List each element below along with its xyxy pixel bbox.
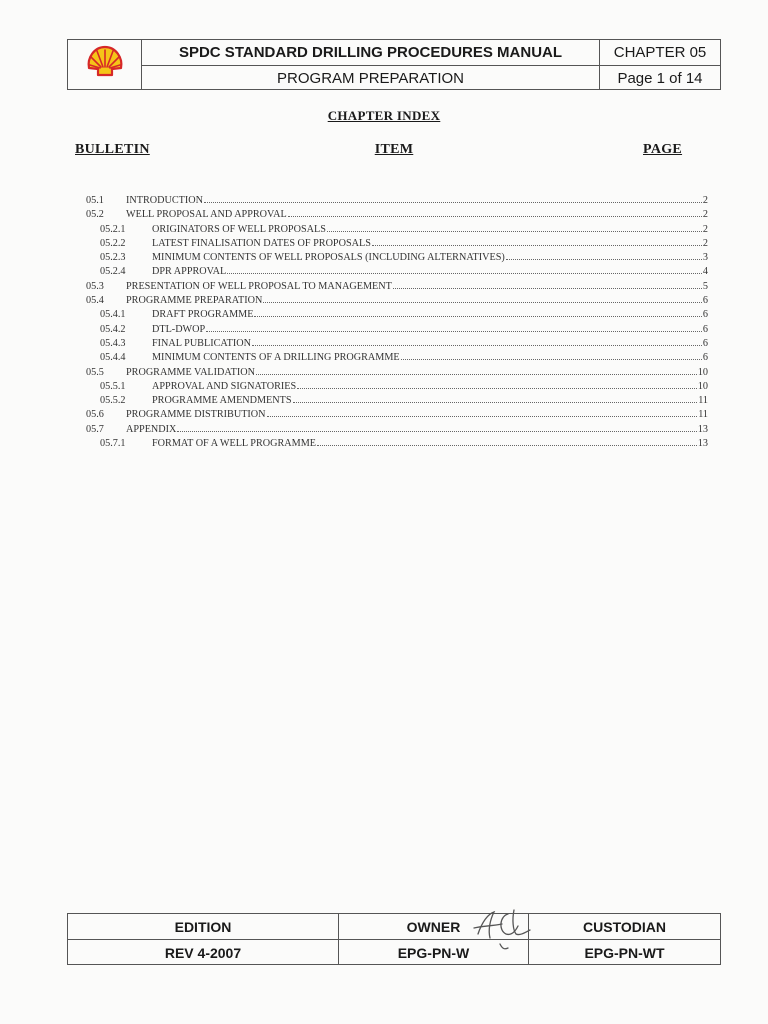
logo-cell <box>68 40 142 90</box>
toc-number: 05.1 <box>86 195 104 206</box>
toc-item-text: MINIMUM CONTENTS OF WELL PROPOSALS (INCLUDING ALTERNATIVES) <box>152 252 505 264</box>
column-header-page: PAGE <box>643 142 683 157</box>
toc-leader-dots <box>206 323 702 332</box>
toc-number: 05.3 <box>86 280 104 292</box>
toc-row <box>86 251 708 265</box>
toc-leader-dots <box>254 308 701 317</box>
toc-item-text: FORMAT OF A WELL PROGRAMME <box>152 438 316 450</box>
toc-number: 05.2.1 <box>100 223 126 235</box>
toc-row <box>86 308 708 322</box>
toc-number: 05.4 <box>86 295 104 307</box>
toc-number: 05.2.2 <box>100 237 126 249</box>
toc-item-text: DRAFT PROGRAMME <box>152 309 254 321</box>
toc-leader-dots <box>227 265 702 274</box>
toc-number: 05.7 <box>86 423 104 435</box>
manual-title: SPDC STANDARD DRILLING PROCEDURES MANUAL <box>142 40 600 66</box>
toc-page-number: 13 <box>697 423 708 435</box>
table-of-contents <box>86 194 708 451</box>
toc-leader-dots <box>372 237 702 246</box>
toc-number: 05.2.3 <box>100 252 126 264</box>
toc-item-text: INTRODUCTION <box>126 195 203 206</box>
chapter-index-title: CHAPTER INDEX <box>327 108 441 123</box>
toc-page-number: 2 <box>702 195 708 206</box>
toc-row <box>86 323 708 337</box>
owner-value: EPG-PN-W <box>339 940 529 965</box>
toc-leader-dots <box>256 366 697 375</box>
toc-row <box>86 351 708 365</box>
toc-row <box>86 366 708 380</box>
toc-number: 05.4.2 <box>100 323 126 335</box>
toc-leader-dots <box>506 251 702 260</box>
column-header-bulletin: BULLETIN <box>75 142 150 157</box>
toc-row <box>86 223 708 237</box>
toc-number: 05.5.2 <box>100 395 126 407</box>
toc-leader-dots <box>204 194 702 203</box>
toc-item-text: APPROVAL AND SIGNATORIES <box>152 380 297 392</box>
owner-label: OWNER <box>339 914 529 940</box>
toc-row <box>86 237 708 251</box>
custodian-value: EPG-PN-WT <box>584 944 665 961</box>
toc-leader-dots <box>252 337 702 346</box>
toc-item-text: WELL PROPOSAL AND APPROVAL <box>126 209 287 221</box>
toc-page-number: 11 <box>698 395 708 407</box>
toc-page-number: 13 <box>697 438 708 450</box>
chapter-label: CHAPTER 05 <box>600 40 720 66</box>
toc-item-text: PRESENTATION OF WELL PROPOSAL TO MANAGEMENT <box>126 280 392 292</box>
toc-page-number: 4 <box>702 266 708 278</box>
edition-value: REV 4-2007 <box>68 940 339 965</box>
toc-leader-dots <box>293 394 698 403</box>
edition-label: EDITION <box>68 914 339 940</box>
toc-item-text: PROGRAMME AMENDMENTS <box>152 395 292 407</box>
toc-page-number: 5 <box>702 280 708 292</box>
toc-number: 05.7.1 <box>100 438 126 450</box>
toc-row <box>86 280 708 294</box>
custodian-label: CUSTODIAN <box>529 914 720 940</box>
toc-number: 05.4.3 <box>100 337 126 349</box>
toc-row <box>86 208 708 222</box>
toc-leader-dots <box>267 408 698 417</box>
toc-page-number: 11 <box>698 409 708 421</box>
toc-page-number: 6 <box>702 295 708 307</box>
toc-number: 05.6 <box>86 409 104 421</box>
toc-leader-dots <box>288 208 702 217</box>
toc-page-number: 2 <box>702 209 708 221</box>
toc-page-number: 10 <box>697 366 708 378</box>
toc-item-text: APPENDIX <box>126 423 177 435</box>
toc-row <box>86 437 708 451</box>
toc-number: 05.4.1 <box>100 309 126 321</box>
toc-item-text: PROGRAMME VALIDATION <box>126 366 255 378</box>
toc-page-number: 6 <box>702 337 708 349</box>
page-indicator: Page 1 of 14 <box>617 69 703 87</box>
toc-row <box>86 194 708 208</box>
toc-item-text: LATEST FINALISATION DATES OF PROPOSALS <box>152 237 371 249</box>
toc-number: 05.2.4 <box>100 266 126 278</box>
toc-page-number: 6 <box>702 352 708 364</box>
toc-row <box>86 408 708 422</box>
toc-row <box>86 380 708 394</box>
toc-item-text: FINAL PUBLICATION <box>152 337 251 349</box>
document-header <box>67 39 721 90</box>
toc-item-text: MINIMUM CONTENTS OF A DRILLING PROGRAMME <box>152 352 400 364</box>
toc-row <box>86 394 708 408</box>
toc-number: 05.4.4 <box>100 352 126 364</box>
toc-item-text: ORIGINATORS OF WELL PROPOSALS <box>152 223 326 235</box>
toc-page-number: 6 <box>702 309 708 321</box>
toc-number: 05.5.1 <box>100 380 126 392</box>
toc-leader-dots <box>327 223 702 232</box>
toc-leader-dots <box>263 294 702 303</box>
toc-item-text: PROGRAMME DISTRIBUTION <box>126 409 266 421</box>
document-footer <box>67 913 721 965</box>
toc-leader-dots <box>177 423 696 432</box>
toc-item-text: DPR APPROVAL <box>152 266 227 278</box>
toc-row <box>86 337 708 351</box>
toc-leader-dots <box>393 280 702 289</box>
toc-item-text: PROGRAMME PREPARATION <box>126 295 263 307</box>
toc-item-text: DTL-DWOP <box>152 323 206 335</box>
column-header-item: ITEM <box>374 142 414 157</box>
toc-number: 05.5 <box>86 366 104 378</box>
shell-logo-icon <box>86 44 124 85</box>
toc-page-number: 2 <box>702 237 708 249</box>
handwritten-signature <box>468 904 538 961</box>
section-subtitle: PROGRAM PREPARATION <box>142 66 600 90</box>
toc-row <box>86 294 708 308</box>
toc-row <box>86 423 708 437</box>
toc-number: 05.2 <box>86 209 104 221</box>
toc-page-number: 3 <box>702 252 708 264</box>
toc-page-number: 2 <box>702 223 708 235</box>
toc-leader-dots <box>297 380 697 389</box>
toc-page-number: 6 <box>702 323 708 335</box>
toc-row <box>86 265 708 279</box>
toc-page-number: 10 <box>697 380 708 392</box>
toc-leader-dots <box>317 437 697 446</box>
toc-leader-dots <box>401 351 702 360</box>
